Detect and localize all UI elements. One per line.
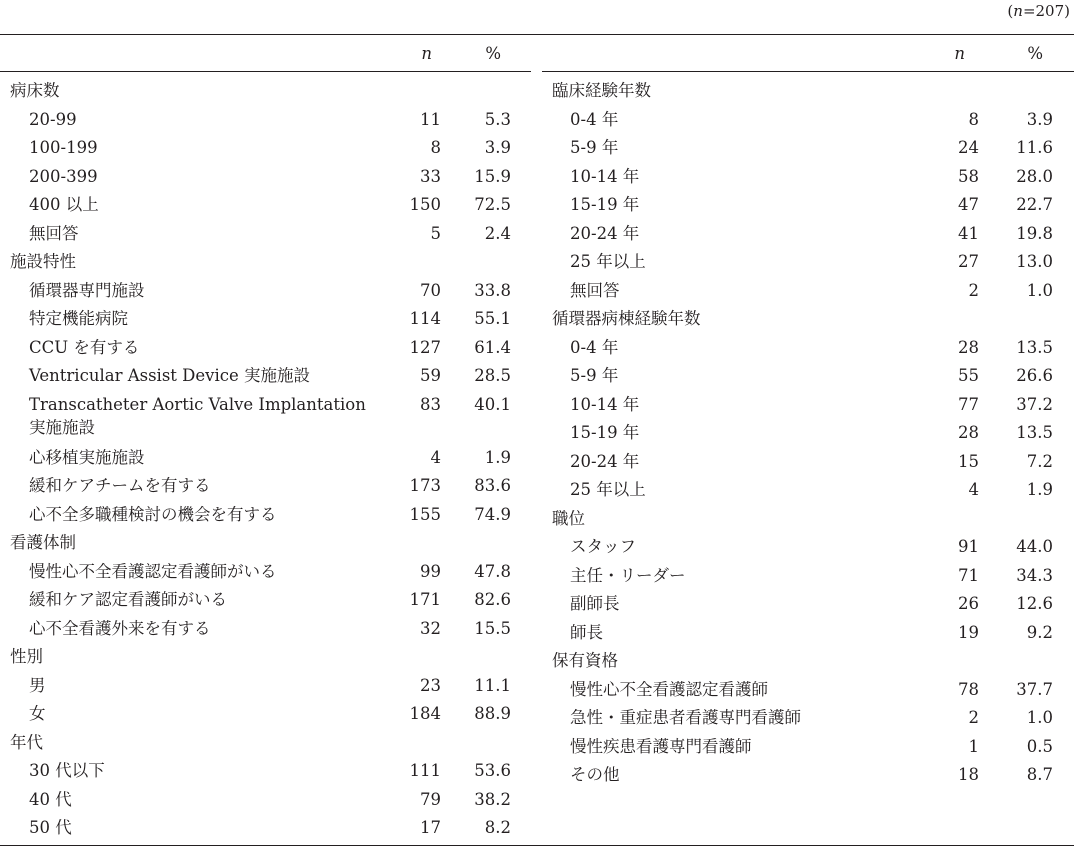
table-row — [542, 220, 1074, 249]
row-label: 緩和ケアチームを有する — [29, 476, 211, 495]
row-percent: 47.8 — [474, 561, 511, 581]
table-row — [542, 448, 1074, 477]
row-label: 50 代 — [29, 818, 72, 837]
row-label: 特定機能病院 — [29, 309, 128, 328]
row-count: 79 — [420, 789, 441, 809]
row-count: 83 — [420, 394, 441, 414]
row-count: 184 — [409, 704, 441, 723]
row-label: 心不全看護外来を有する — [29, 618, 211, 638]
table-row — [0, 472, 531, 501]
row-count: 28 — [958, 423, 979, 442]
row-label: CCU を有する — [29, 337, 140, 357]
table-row — [542, 676, 1074, 705]
table-row — [542, 704, 1074, 733]
table-row — [0, 391, 531, 444]
table-row — [0, 757, 531, 786]
row-percent: 1.0 — [1026, 280, 1053, 300]
table-row — [0, 334, 531, 363]
row-label: 20-24 年 — [570, 451, 640, 471]
right-n-header: n — [954, 44, 965, 63]
row-label: 400 以上 — [29, 195, 99, 214]
row-label: Transcatheter Aortic Valve Implantation実施施設 — [29, 394, 366, 437]
row-percent: 11.6 — [1016, 138, 1053, 157]
row-count: 11 — [420, 109, 441, 129]
row-percent: 22.7 — [1016, 195, 1053, 214]
note-suffix: =207) — [1022, 2, 1070, 20]
table-row — [0, 700, 531, 729]
row-percent: 28.0 — [1016, 166, 1053, 186]
row-count: 71 — [958, 565, 979, 585]
row-count: 15 — [958, 451, 979, 471]
row-count: 127 — [409, 337, 441, 357]
table-row — [0, 615, 531, 644]
row-count: 59 — [420, 366, 441, 385]
row-label: 20-99 — [29, 109, 77, 129]
group-header-label: 循環器病棟経験年数 — [552, 309, 701, 328]
row-label: 10-14 年 — [570, 394, 640, 414]
row-count: 91 — [958, 537, 979, 556]
left-column-header — [0, 37, 531, 72]
row-label: 慢性心不全看護認定看護師がいる — [29, 561, 277, 581]
group-header-row — [0, 248, 531, 277]
row-count: 77 — [958, 394, 979, 414]
row-percent: 34.3 — [1016, 565, 1053, 585]
right-percent-header: % — [1027, 44, 1043, 63]
left-table-body — [0, 72, 531, 843]
row-count: 70 — [420, 280, 441, 300]
row-count: 99 — [420, 561, 441, 581]
group-header-row — [542, 305, 1074, 334]
right-column-header — [542, 37, 1074, 72]
row-label: 循環器専門施設 — [29, 280, 145, 300]
table-row — [0, 501, 531, 530]
table-bottom-rule — [0, 845, 1074, 846]
table-row — [542, 733, 1074, 762]
row-label: 心不全多職種検討の機会を有する — [29, 504, 277, 524]
table-row — [542, 590, 1074, 619]
row-label: Ventricular Assist Device 実施施設 — [29, 366, 311, 385]
table-row — [0, 305, 531, 334]
row-label: 無回答 — [29, 223, 79, 243]
row-label: 無回答 — [570, 280, 620, 300]
row-percent: 53.6 — [474, 761, 511, 780]
row-label: 15-19 年 — [570, 423, 640, 442]
row-count: 55 — [958, 366, 979, 385]
left-n-header: n — [421, 44, 432, 63]
group-header-row — [0, 529, 531, 558]
row-label: 主任・リーダー — [570, 565, 686, 585]
row-percent: 5.3 — [484, 109, 511, 129]
row-count: 26 — [958, 594, 979, 613]
row-label: 副師長 — [570, 594, 620, 613]
table-row — [0, 558, 531, 587]
row-count: 18 — [958, 765, 979, 784]
row-count: 58 — [958, 166, 979, 186]
row-label: 5-9 年 — [570, 138, 619, 157]
row-percent: 15.9 — [474, 166, 511, 186]
row-label: その他 — [570, 765, 620, 784]
row-percent: 33.8 — [474, 280, 511, 300]
table-row — [0, 106, 531, 135]
row-percent: 88.9 — [474, 704, 511, 723]
row-percent: 12.6 — [1016, 594, 1053, 613]
row-count: 1 — [968, 736, 979, 756]
row-percent: 8.2 — [484, 818, 511, 837]
row-label: 10-14 年 — [570, 166, 640, 186]
group-header-label: 施設特性 — [10, 252, 76, 271]
row-label: 25 年以上 — [570, 480, 646, 499]
row-count: 150 — [409, 195, 441, 214]
row-percent: 3.9 — [1026, 109, 1053, 129]
row-count: 28 — [958, 337, 979, 357]
table-row — [542, 248, 1074, 277]
row-label: 慢性心不全看護認定看護師 — [570, 679, 768, 699]
group-header-row — [0, 77, 531, 106]
table-row — [542, 362, 1074, 391]
row-label: 15-19 年 — [570, 195, 640, 214]
row-label: 100-199 — [29, 138, 98, 157]
group-header-row — [542, 77, 1074, 106]
left-percent-header: % — [485, 44, 501, 63]
row-percent: 55.1 — [474, 309, 511, 328]
row-label: 25 年以上 — [570, 252, 646, 271]
row-count: 2 — [968, 708, 979, 727]
row-label: 男 — [29, 675, 46, 695]
table-row — [542, 391, 1074, 420]
group-header-row — [0, 729, 531, 758]
row-count: 33 — [420, 166, 441, 186]
table-row — [542, 761, 1074, 790]
right-table-column — [542, 37, 1074, 790]
group-header-row — [542, 505, 1074, 534]
row-count: 27 — [958, 252, 979, 271]
row-percent: 82.6 — [474, 590, 511, 609]
group-header-label: 臨床経験年数 — [552, 81, 651, 100]
row-label: 女 — [29, 704, 46, 723]
row-label: 5-9 年 — [570, 366, 619, 385]
row-percent: 8.7 — [1026, 765, 1053, 784]
row-label: 緩和ケア認定看護師がいる — [29, 590, 227, 609]
row-percent: 1.9 — [1026, 480, 1053, 499]
table-row — [0, 672, 531, 701]
group-header-label: 保有資格 — [552, 651, 618, 670]
row-count: 32 — [420, 618, 441, 638]
row-count: 41 — [958, 223, 979, 243]
row-count: 17 — [420, 818, 441, 837]
table-row — [0, 444, 531, 473]
row-percent: 19.8 — [1016, 223, 1053, 243]
row-count: 2 — [968, 280, 979, 300]
row-count: 19 — [958, 622, 979, 642]
table-row — [0, 786, 531, 815]
row-label: 師長 — [570, 622, 603, 642]
row-percent: 13.0 — [1016, 252, 1053, 271]
row-label: 心移植実施施設 — [29, 447, 145, 467]
table-row — [542, 106, 1074, 135]
group-header-label: 性別 — [10, 647, 43, 666]
row-percent: 61.4 — [474, 337, 511, 357]
table-row — [0, 134, 531, 163]
table-top-rule — [0, 34, 1074, 35]
left-table-column — [0, 37, 531, 843]
row-label: 40 代 — [29, 789, 72, 809]
row-count: 173 — [409, 476, 441, 495]
table-row — [0, 362, 531, 391]
row-label: 30 代以下 — [29, 761, 105, 780]
row-label: 200-399 — [29, 166, 98, 186]
row-percent: 9.2 — [1026, 622, 1053, 642]
table-row — [0, 586, 531, 615]
row-percent: 28.5 — [474, 366, 511, 385]
row-percent: 37.2 — [1016, 394, 1053, 414]
table-row — [0, 814, 531, 843]
row-count: 24 — [958, 138, 979, 157]
table-row — [542, 191, 1074, 220]
row-label: 0-4 年 — [570, 337, 619, 357]
row-count: 8 — [968, 109, 979, 129]
row-count: 8 — [430, 138, 441, 157]
row-percent: 7.2 — [1026, 451, 1053, 471]
row-count: 171 — [409, 590, 441, 609]
group-header-label: 病床数 — [10, 81, 60, 100]
row-count: 78 — [958, 679, 979, 699]
table-row — [542, 163, 1074, 192]
row-count: 111 — [409, 761, 441, 780]
row-percent: 74.9 — [474, 504, 511, 524]
group-header-label: 看護体制 — [10, 533, 76, 552]
row-count: 155 — [409, 504, 441, 524]
row-percent: 1.9 — [484, 447, 511, 467]
table-row — [0, 191, 531, 220]
sample-size-note — [1007, 0, 1070, 22]
table-row — [542, 419, 1074, 448]
row-count: 23 — [420, 675, 441, 695]
row-percent: 26.6 — [1016, 366, 1053, 385]
row-count: 5 — [430, 223, 441, 243]
row-count: 47 — [958, 195, 979, 214]
table-row — [542, 619, 1074, 648]
row-label: スタッフ — [570, 537, 636, 556]
row-label: 0-4 年 — [570, 109, 619, 129]
row-count: 4 — [968, 480, 979, 499]
note-n-symbol: n — [1013, 2, 1023, 20]
row-percent: 44.0 — [1016, 537, 1053, 556]
note-prefix: ( — [1007, 2, 1014, 20]
group-header-row — [0, 643, 531, 672]
row-percent: 2.4 — [484, 223, 511, 243]
table-row — [542, 476, 1074, 505]
table-row — [0, 163, 531, 192]
right-table-body — [542, 72, 1074, 790]
group-header-row — [542, 647, 1074, 676]
row-percent: 13.5 — [1016, 337, 1053, 357]
table-row — [0, 220, 531, 249]
row-count: 4 — [430, 447, 441, 467]
row-percent: 38.2 — [474, 789, 511, 809]
row-percent: 83.6 — [474, 476, 511, 495]
row-label: 20-24 年 — [570, 223, 640, 243]
table-row — [0, 277, 531, 306]
table-row — [542, 134, 1074, 163]
row-percent: 72.5 — [474, 195, 511, 214]
row-percent: 40.1 — [474, 394, 511, 414]
row-percent: 37.7 — [1016, 679, 1053, 699]
row-percent: 0.5 — [1026, 736, 1053, 756]
row-percent: 13.5 — [1016, 423, 1053, 442]
table-row — [542, 562, 1074, 591]
table-row — [542, 334, 1074, 363]
row-count: 114 — [409, 309, 441, 328]
row-percent: 3.9 — [484, 138, 511, 157]
row-percent: 11.1 — [474, 675, 511, 695]
row-percent: 15.5 — [474, 618, 511, 638]
row-label: 急性・重症患者看護専門看護師 — [570, 708, 801, 727]
group-header-label: 職位 — [552, 508, 585, 528]
row-label: 慢性疾患看護専門看護師 — [570, 736, 752, 756]
row-percent: 1.0 — [1026, 708, 1053, 727]
group-header-label: 年代 — [10, 732, 43, 752]
table-row — [542, 533, 1074, 562]
table-row — [542, 277, 1074, 306]
